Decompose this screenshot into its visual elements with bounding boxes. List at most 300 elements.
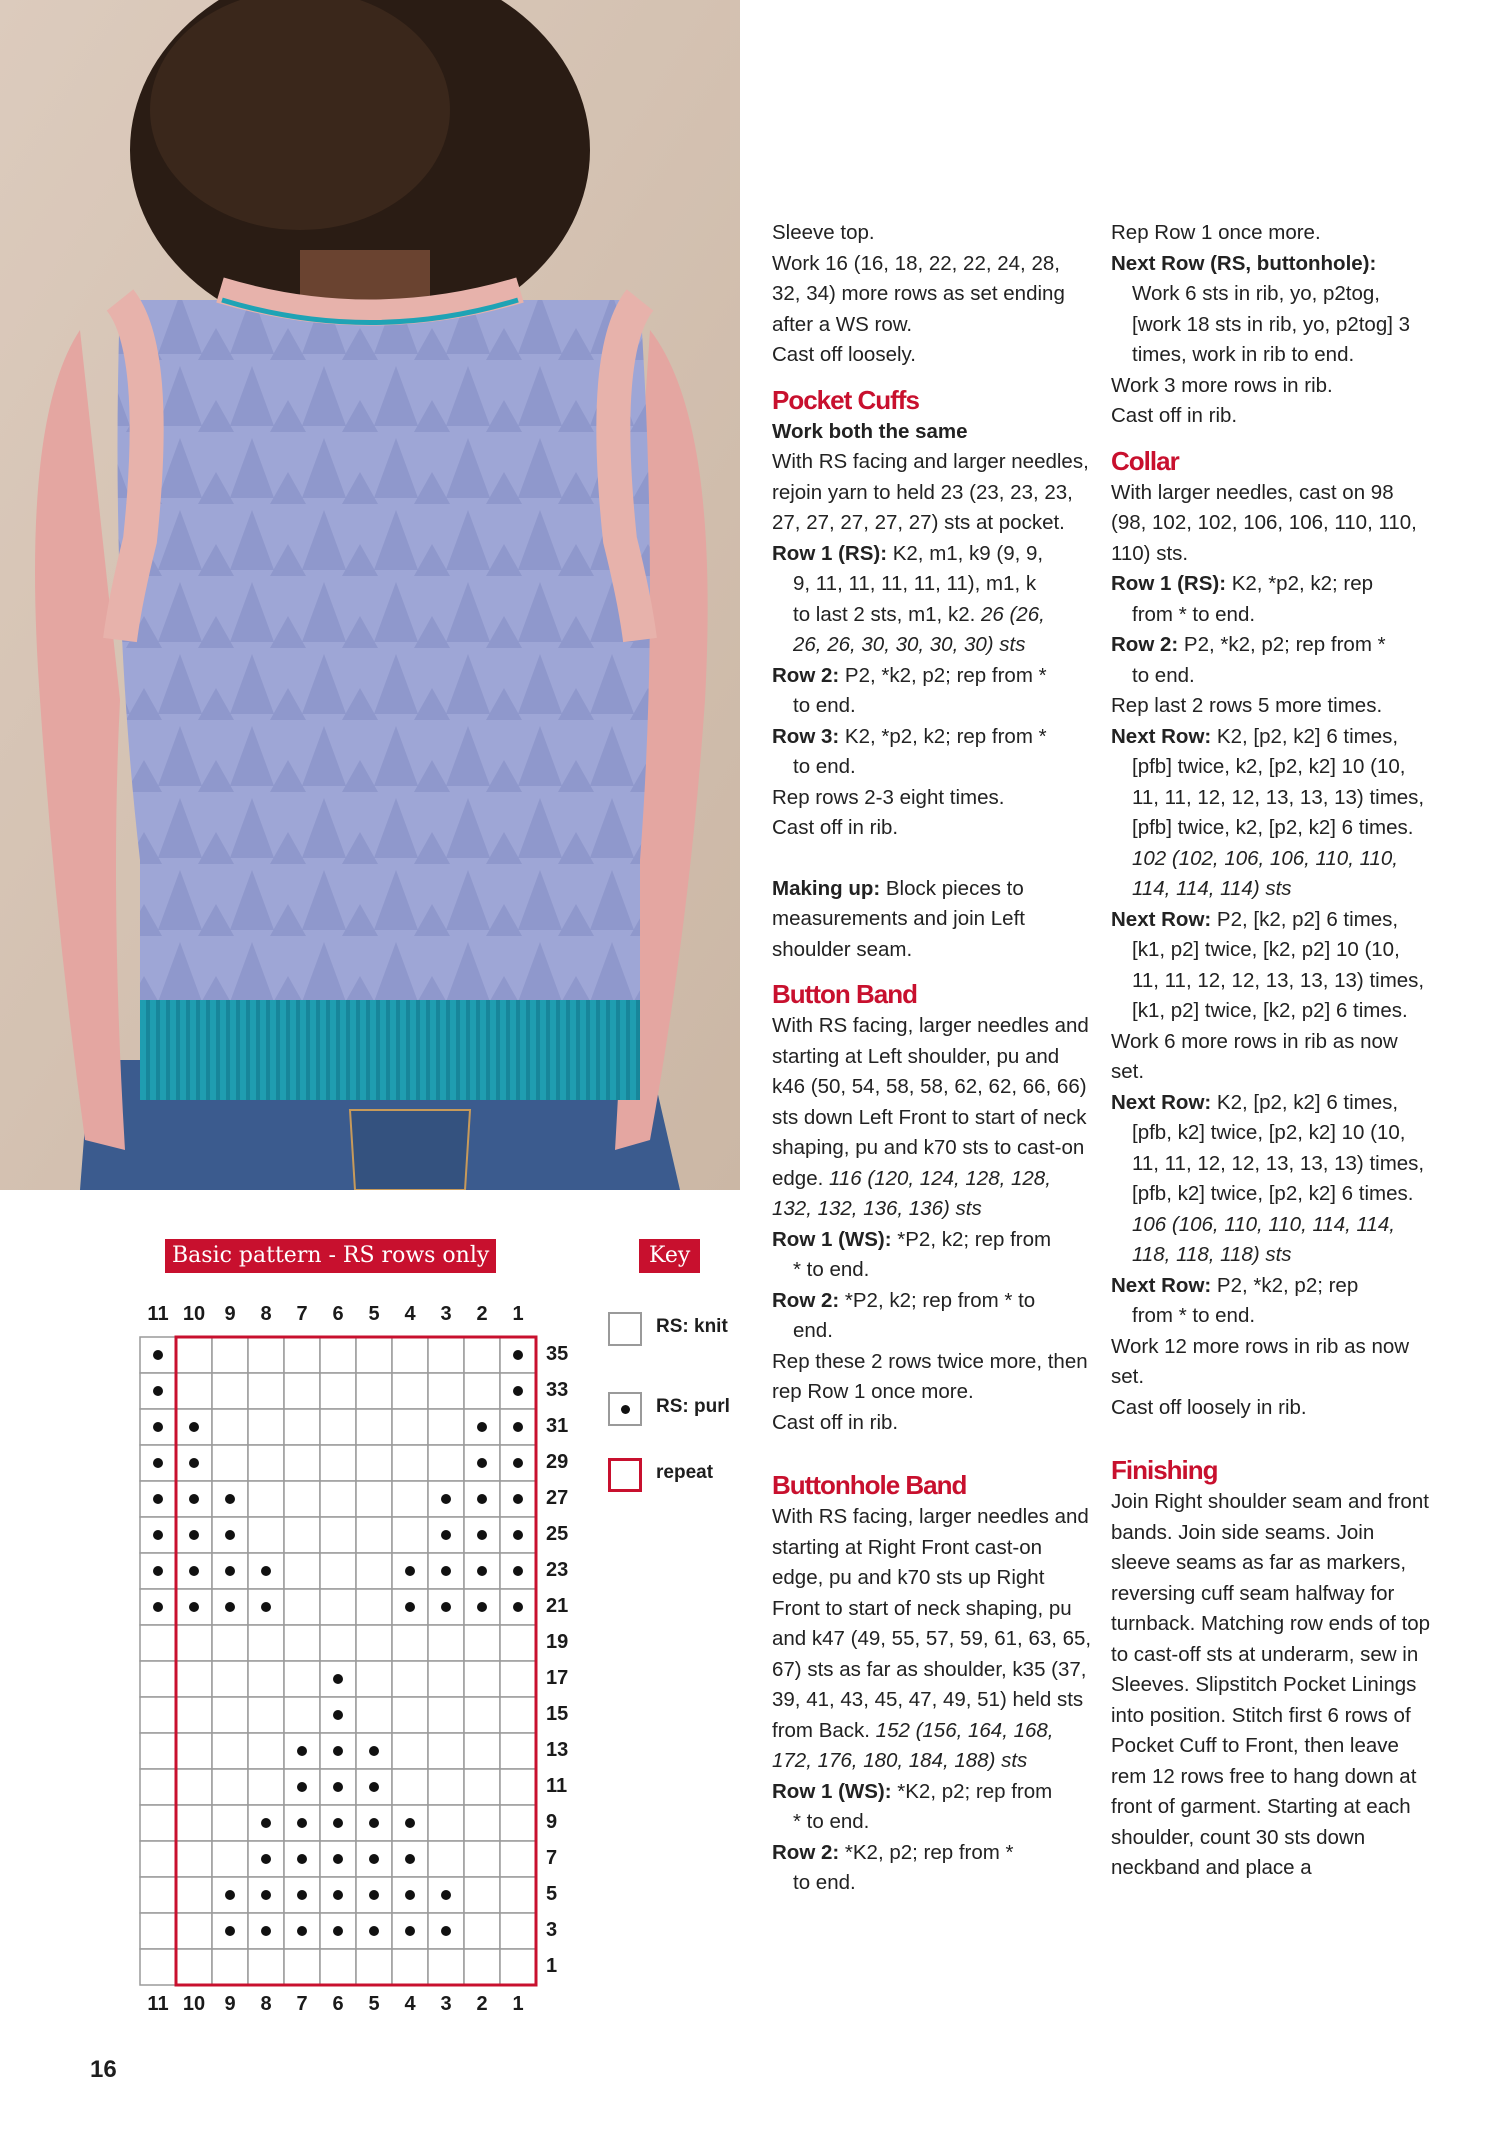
purl-dot (333, 1890, 343, 1900)
chart-cell (356, 1697, 392, 1733)
buttonhole-row-1-cont: * to end. (793, 1810, 870, 1833)
next-row-buttonhole: Next Row (RS, buttonhole): (1111, 251, 1377, 275)
work-6-rows: Work 6 more rows in rib as now set. (1111, 1029, 1398, 1083)
chart-cell (140, 1805, 176, 1841)
purl-dot (189, 1494, 199, 1504)
pocket-repeat: Rep rows 2-3 eight times. (772, 785, 1005, 809)
purl-dot (261, 1854, 271, 1864)
chart-cell (500, 1805, 536, 1841)
column-number: 5 (368, 1303, 380, 1325)
column-number: 9 (224, 1993, 236, 2015)
column-number: 4 (404, 1303, 416, 1325)
purl-dot (189, 1602, 199, 1612)
purl-dot (441, 1602, 451, 1612)
purl-dot (225, 1926, 235, 1936)
chart-cell (176, 1913, 212, 1949)
column-number: 10 (182, 1993, 206, 2015)
chart-cell (428, 1949, 464, 1985)
collar-next-row-2-cont: [k1, p2] twice, [k2, p2] 10 (10, 11, 11, 12, 12, 13, 13, 13) times, [k1, p2] twice, [k2, p2] 6 times. (1132, 938, 1425, 1022)
chart-cell (464, 1877, 500, 1913)
purl-dot (225, 1890, 235, 1900)
chart-cell (284, 1625, 320, 1661)
purl-dot (477, 1602, 487, 1612)
button-cast-off: Cast off in rib. (772, 1410, 899, 1434)
chart-cell (428, 1625, 464, 1661)
column-number: 9 (224, 1303, 236, 1325)
row-number: 19 (546, 1631, 569, 1653)
chart-cell (428, 1661, 464, 1697)
chart-cell (464, 1697, 500, 1733)
column-number: 8 (260, 1303, 272, 1325)
pocket-row-2-cont: to end. (793, 694, 856, 717)
chart-cell (248, 1769, 284, 1805)
purl-dot (153, 1422, 163, 1432)
collar-row-1-cont: from * to end. (1132, 602, 1256, 626)
chart-cell (320, 1949, 356, 1985)
pocket-row-2: Row 2: P2, *k2, p2; rep from * (772, 663, 1047, 687)
column-number: 3 (440, 1303, 452, 1325)
chart-cell (500, 1877, 536, 1913)
repeat-square-icon (608, 1458, 642, 1492)
purl-dot (513, 1494, 523, 1504)
row-number: 13 (546, 1739, 569, 1761)
chart-cell (356, 1373, 392, 1409)
key-title: Key (639, 1239, 700, 1273)
purl-dot (477, 1494, 487, 1504)
purl-dot (153, 1458, 163, 1468)
pocket-row-1: Row 1 (RS): K2, m1, k9 (9, 9, (772, 541, 1044, 565)
chart-cell (212, 1733, 248, 1769)
pocket-row-1-count: 26, 26, 30, 30, 30, 30) sts (793, 633, 1026, 656)
chart-cell (212, 1445, 248, 1481)
chart-cell (392, 1769, 428, 1805)
making-up: Making up: Block pieces to measurements and join Left shoulder seam. (772, 876, 1025, 961)
chart-cell (356, 1949, 392, 1985)
chart-cell (320, 1517, 356, 1553)
chart-cell (428, 1733, 464, 1769)
purl-dot (189, 1566, 199, 1576)
collar-next-row-3-cont: [pfb, k2] twice, [p2, k2] 10 (10, 11, 11, 12, 12, 13, 13, 13) times, [pfb, k2] twice, [p2, k2] 6 times. 106 (106, 110, 110, 114, 114, 118, 118, 118) sts (1132, 1121, 1425, 1266)
purl-dot (513, 1566, 523, 1576)
chart-cell (428, 1841, 464, 1877)
chart-cell (356, 1553, 392, 1589)
chart-cell (140, 1661, 176, 1697)
button-row-1: Row 1 (WS): *P2, k2; rep from (772, 1227, 1052, 1251)
column-number: 2 (476, 1993, 488, 2015)
rep-row-1: Rep Row 1 once more. (1111, 221, 1321, 244)
purl-dot (441, 1566, 451, 1576)
column-number: 8 (260, 1993, 272, 2015)
chart-cell (248, 1949, 284, 1985)
purl-dot (405, 1890, 415, 1900)
chart-cell (212, 1337, 248, 1373)
key-label-knit: RS: knit (656, 1316, 728, 1337)
chart-cell (212, 1805, 248, 1841)
collar-intro: With larger needles, cast on 98 (98, 102, 102, 106, 106, 110, 110, 110) sts. (1111, 480, 1417, 565)
chart-cell (284, 1409, 320, 1445)
chart-cell (212, 1949, 248, 1985)
work-12-rows: Work 12 more rows in rib as now set. (1111, 1334, 1410, 1388)
chart-cell (140, 1877, 176, 1913)
chart-cell (392, 1481, 428, 1517)
purl-dot (369, 1854, 379, 1864)
chart-cell (284, 1481, 320, 1517)
purl-dot (153, 1602, 163, 1612)
purl-dot (513, 1458, 523, 1468)
chart-cell (356, 1589, 392, 1625)
row-number: 33 (546, 1379, 569, 1401)
column-number: 3 (440, 1993, 452, 2015)
collar-next-row-4-cont: from * to end. (1132, 1304, 1256, 1327)
knitting-chart (0, 0, 740, 2133)
row-number: 31 (546, 1415, 569, 1437)
chart-cell (428, 1805, 464, 1841)
purl-dot (333, 1674, 343, 1684)
purl-dot (333, 1818, 343, 1828)
column-number: 1 (512, 1993, 524, 2015)
purl-dot (477, 1530, 487, 1540)
column-number: 7 (296, 1303, 308, 1325)
purl-dot (153, 1350, 163, 1360)
chart-cell (284, 1517, 320, 1553)
purl-dot (225, 1602, 235, 1612)
heading-pocket-cuffs: Pocket Cuffs (772, 384, 919, 415)
purl-dot (513, 1350, 523, 1360)
purl-dot (513, 1422, 523, 1432)
column-number: 5 (368, 1993, 380, 2015)
purl-dot (261, 1926, 271, 1936)
chart-cell (140, 1841, 176, 1877)
row-number: 23 (546, 1559, 569, 1581)
buttonhole-row-2: Row 2: *K2, p2; rep from * (772, 1840, 1014, 1864)
button-intro: With RS facing, larger needles and starting at Left shoulder, pu and k46 (50, 54, 58, 58, 62, 62, 66, 66) sts down Left Front to start of neck shaping, pu and k70 sts to cast-on edge. 116 (120, 124, 128, 128, 132, 132, 136, 136) sts (772, 1014, 1089, 1220)
chart-cell (284, 1697, 320, 1733)
chart-cell (284, 1589, 320, 1625)
purl-dot (441, 1926, 451, 1936)
purl-dot (333, 1746, 343, 1756)
pocket-row-1-cont2: to last 2 sts, m1, k2. 26 (26, (793, 602, 1045, 626)
column-number: 4 (404, 1993, 416, 2015)
pocket-cast-off: Cast off in rib. (772, 816, 899, 839)
chart-cell (356, 1445, 392, 1481)
chart-cell (176, 1877, 212, 1913)
purl-dot (261, 1566, 271, 1576)
purl-dot (369, 1818, 379, 1828)
purl-dot (405, 1566, 415, 1576)
chart-cell (500, 1733, 536, 1769)
chart-cell (464, 1337, 500, 1373)
chart-cell (176, 1949, 212, 1985)
row-number: 21 (546, 1595, 569, 1617)
chart-cell (428, 1769, 464, 1805)
purl-dot (405, 1818, 415, 1828)
cast-off-text: Cast off loosely. (772, 343, 916, 366)
collar-repeat: Rep last 2 rows 5 more times. (1111, 694, 1383, 717)
page-number: 16 (90, 2056, 117, 2083)
chart-cell (212, 1409, 248, 1445)
purl-dot (369, 1746, 379, 1756)
purl-dot (225, 1566, 235, 1576)
chart-cell (464, 1805, 500, 1841)
key-label-repeat: repeat (656, 1462, 714, 1483)
chart-cell (284, 1373, 320, 1409)
chart-cell (356, 1517, 392, 1553)
purl-dot (153, 1566, 163, 1576)
chart-cell (356, 1409, 392, 1445)
chart-cell (392, 1949, 428, 1985)
button-row-1-cont: * to end. (793, 1258, 870, 1281)
purl-dot (261, 1890, 271, 1900)
purl-dot (405, 1854, 415, 1864)
button-row-2: Row 2: *P2, k2; rep from * to (772, 1288, 1036, 1312)
column-number: 6 (332, 1303, 344, 1325)
collar-next-row-3: Next Row: K2, [p2, k2] 6 times, (1111, 1090, 1399, 1114)
chart-cell (140, 1697, 176, 1733)
chart-cell (248, 1409, 284, 1445)
chart-cell (428, 1697, 464, 1733)
chart-cell (500, 1949, 536, 1985)
column-number: 11 (147, 1303, 169, 1325)
row-number: 9 (546, 1811, 558, 1833)
purl-dot (261, 1602, 271, 1612)
chart-cell (500, 1661, 536, 1697)
row-number: 15 (546, 1703, 569, 1725)
column-number: 2 (476, 1303, 488, 1325)
purl-dot (189, 1458, 199, 1468)
collar-row-1: Row 1 (RS): K2, *p2, k2; rep (1111, 572, 1374, 595)
heading-finishing: Finishing (1111, 1455, 1218, 1485)
chart-cell (320, 1481, 356, 1517)
purl-dot (189, 1422, 199, 1432)
chart-cell (356, 1337, 392, 1373)
collar-next-row-4: Next Row: P2, *k2, p2; rep (1111, 1273, 1359, 1297)
buttonhole-row-2-cont: to end. (793, 1871, 856, 1894)
chart-cell (248, 1481, 284, 1517)
chart-cell (392, 1445, 428, 1481)
chart-cell (392, 1373, 428, 1409)
work-3-rows: Work 3 more rows in rib. (1111, 373, 1333, 397)
chart-cell (176, 1373, 212, 1409)
pocket-row-1-cont: 9, 11, 11, 11, 11, 11), m1, k (793, 572, 1037, 595)
chart-cell (248, 1661, 284, 1697)
column-number: 10 (182, 1303, 206, 1325)
chart-cell (428, 1373, 464, 1409)
purl-dot-icon (608, 1392, 642, 1426)
purl-dot (369, 1782, 379, 1792)
purl-dot (477, 1566, 487, 1576)
chart-cell (248, 1517, 284, 1553)
chart-cell (500, 1769, 536, 1805)
purl-dot (405, 1602, 415, 1612)
row-number: 25 (546, 1523, 569, 1545)
chart-cell (212, 1661, 248, 1697)
purl-dot (297, 1854, 307, 1864)
purl-dot (513, 1530, 523, 1540)
pocket-intro: With RS facing and larger needles, rejoin yarn to held 23 (23, 23, 23, 27, 27, 27, 27, 27) sts at pocket. (772, 450, 1089, 534)
purl-dot (513, 1386, 523, 1396)
chart-cell (320, 1553, 356, 1589)
chart-cell (284, 1553, 320, 1589)
column-number: 6 (332, 1993, 344, 2015)
chart-cell (320, 1337, 356, 1373)
chart-cell (392, 1337, 428, 1373)
buttonhole-intro: With RS facing, larger needles and starting at Right Front cast-on edge, pu and k70 sts up Right Front to start of neck shaping, pu and k47 (49, 55, 57, 59, 61, 63, 65, 67) sts as far as shoulder, k35 (37, 39, 41, 43, 45, 47, 49, 51) held sts from Back. 152 (156, 164, 168, 172, 176, 180, 184, 188) sts (772, 1505, 1092, 1772)
chart-cell (356, 1625, 392, 1661)
purl-dot (189, 1530, 199, 1540)
chart-title: Basic pattern - RS rows only (165, 1239, 496, 1273)
row-number: 35 (546, 1343, 569, 1365)
key-label-purl: RS: purl (656, 1396, 730, 1417)
purl-dot (333, 1854, 343, 1864)
heading-buttonhole-band: Buttonhole Band (772, 1470, 967, 1500)
purl-dot (333, 1782, 343, 1792)
chart-cell (140, 1913, 176, 1949)
purl-dot (441, 1530, 451, 1540)
finishing-text: Join Right shoulder seam and front bands. Join side seams. Join sleeve seams as far as markers, reversing cuff seam halfway for turnback. Matching row ends of top to cast-off sts at underarm, sew in Sleeves. Slipstitch Pocket Linings into position. Stitch first 6 rows of Pocket Cuff to Front, then leave rem 12 rows free to hang down at front of garment. Starting at each shoulder, count 30 sts down neckband and place a (1111, 1490, 1431, 1879)
pocket-subheading: Work both the same (772, 419, 968, 443)
chart-cell (176, 1337, 212, 1373)
purl-dot (297, 1782, 307, 1792)
row-number: 3 (546, 1919, 558, 1941)
purl-dot (297, 1746, 307, 1756)
chart-cell (284, 1949, 320, 1985)
chart-cell (212, 1697, 248, 1733)
chart-cell (140, 1769, 176, 1805)
chart-cell (140, 1733, 176, 1769)
collar-row-2-cont: to end. (1132, 663, 1195, 687)
column-number: 11 (147, 1993, 169, 2015)
cast-off-loosely: Cast off loosely in rib. (1111, 1395, 1307, 1419)
purl-dot (405, 1926, 415, 1936)
heading-button-band: Button Band (772, 979, 917, 1009)
row-number: 7 (546, 1847, 558, 1869)
purl-dot (297, 1926, 307, 1936)
chart-cell (320, 1445, 356, 1481)
button-row-2-cont: end. (793, 1319, 833, 1342)
chart-cell (248, 1733, 284, 1769)
collar-next-row-2: Next Row: P2, [k2, p2] 6 times, (1111, 907, 1399, 931)
chart-cell (320, 1625, 356, 1661)
chart-cell (212, 1625, 248, 1661)
purl-dot (297, 1890, 307, 1900)
chart-cell (356, 1481, 392, 1517)
chart-cell (392, 1625, 428, 1661)
chart-cell (500, 1625, 536, 1661)
chart-cell (464, 1913, 500, 1949)
chart-cell (464, 1625, 500, 1661)
chart-cell (392, 1733, 428, 1769)
chart-cell (140, 1949, 176, 1985)
chart-cell (320, 1373, 356, 1409)
purl-dot (225, 1494, 235, 1504)
chart-cell (392, 1409, 428, 1445)
chart-cell (428, 1337, 464, 1373)
chart-cell (464, 1769, 500, 1805)
chart-cell (392, 1697, 428, 1733)
chart-cell (284, 1337, 320, 1373)
purl-dot (441, 1494, 451, 1504)
chart-cell (500, 1697, 536, 1733)
chart-cell (428, 1445, 464, 1481)
chart-cell (248, 1445, 284, 1481)
purl-dot (477, 1458, 487, 1468)
purl-dot (333, 1926, 343, 1936)
chart-cell (464, 1733, 500, 1769)
chart-cell (248, 1697, 284, 1733)
chart-cell (248, 1337, 284, 1373)
chart-cell (356, 1661, 392, 1697)
button-repeat: Rep these 2 rows twice more, then rep Row 1 once more. (772, 1349, 1088, 1403)
pocket-row-3-cont: to end. (793, 755, 856, 778)
chart-cell (320, 1589, 356, 1625)
chart-cell (176, 1733, 212, 1769)
chart-cell (212, 1841, 248, 1877)
purl-dot (153, 1494, 163, 1504)
chart-cell (392, 1661, 428, 1697)
chart-cell (176, 1697, 212, 1733)
chart-cell (176, 1841, 212, 1877)
chart-cell (248, 1625, 284, 1661)
chart-cell (176, 1805, 212, 1841)
chart-cell (212, 1769, 248, 1805)
chart-cell (212, 1373, 248, 1409)
sleeve-top-text: Sleeve top. (772, 221, 875, 244)
purl-dot (333, 1710, 343, 1720)
text-column-2 (1111, 218, 1431, 1884)
row-number: 11 (546, 1775, 568, 1797)
purl-dot (441, 1890, 451, 1900)
chart-cell (464, 1841, 500, 1877)
purl-dot (513, 1602, 523, 1612)
row-number: 29 (546, 1451, 569, 1473)
cast-off-rib: Cast off in rib. (1111, 404, 1238, 427)
chart-cell (500, 1913, 536, 1949)
purl-dot (153, 1530, 163, 1540)
purl-dot (225, 1530, 235, 1540)
collar-next-row-1-cont: [pfb] twice, k2, [p2, k2] 10 (10, 11, 11, 12, 12, 13, 13, 13) times, [pfb] twice, k2, [p2, k2] 6 times. 102 (102, 106, 106, 110, 110, 114, 114, 114) sts (1132, 755, 1425, 900)
purl-dot (477, 1422, 487, 1432)
column-number: 1 (512, 1303, 524, 1325)
row-number: 17 (546, 1667, 569, 1689)
collar-next-row-1: Next Row: K2, [p2, k2] 6 times, (1111, 724, 1399, 748)
chart-cell (284, 1661, 320, 1697)
row-number: 27 (546, 1487, 569, 1509)
row-number: 1 (546, 1955, 558, 1977)
heading-collar: Collar (1111, 445, 1179, 476)
column-number: 7 (296, 1993, 308, 2015)
text-column-1 (772, 218, 1092, 1899)
next-row-buttonhole-cont: Work 6 sts in rib, yo, p2tog, [work 18 sts in rib, yo, p2tog] 3 times, work in rib to end. (1132, 282, 1411, 366)
chart-cell (428, 1409, 464, 1445)
work-rows-text: Work 16 (16, 18, 22, 22, 24, 28, 32, 34) more rows as set ending after a WS row. (772, 251, 1065, 336)
row-number: 5 (546, 1883, 558, 1905)
purl-dot (297, 1818, 307, 1828)
chart-cell (140, 1625, 176, 1661)
purl-dot (369, 1890, 379, 1900)
knit-square-icon (608, 1312, 642, 1346)
chart-cell (248, 1373, 284, 1409)
chart-cell (176, 1769, 212, 1805)
chart-cell (392, 1517, 428, 1553)
purl-dot (261, 1818, 271, 1828)
pocket-row-3: Row 3: K2, *p2, k2; rep from * (772, 724, 1047, 748)
buttonhole-row-1: Row 1 (WS): *K2, p2; rep from (772, 1779, 1053, 1803)
chart-cell (176, 1625, 212, 1661)
chart-cell (176, 1661, 212, 1697)
chart-cell (464, 1661, 500, 1697)
chart-cell (500, 1841, 536, 1877)
purl-dot (153, 1386, 163, 1396)
